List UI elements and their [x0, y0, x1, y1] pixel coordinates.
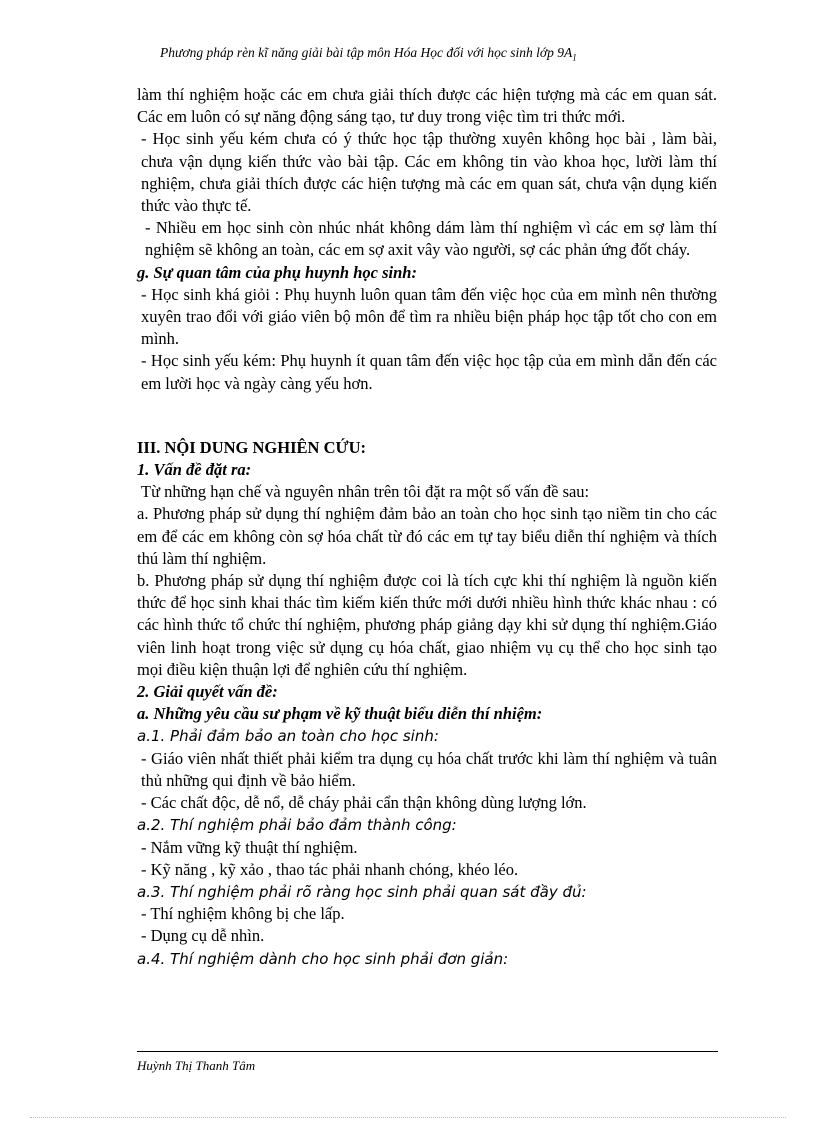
subheading-a4: a.4. Thí nghiệm dành cho học sinh phải đơn giản: — [137, 949, 509, 968]
section-heading-g: g. Sự quan tâm của phụ huynh học sinh: — [137, 262, 417, 282]
header-subscript: 1 — [572, 52, 577, 63]
section-heading-III: III. NỘI DUNG NGHIÊN CỨU: — [137, 437, 367, 457]
paragraph: làm thí nghiệm hoặc các em chưa giải thích được các hiện tượng mà các em quan sát. Các em luôn có sự năng động sáng tạo, tư duy trong việc tìm tri thức mới. — [137, 85, 717, 127]
paragraph: - Giáo viên nhất thiết phải kiểm tra dụng cụ hóa chất trước khi làm thí nghiệm và tuân thủ những qui định về bảo hiểm. — [141, 748, 717, 790]
paragraph: - Nhiều em học sinh còn nhúc nhát không dám làm thí nghiệm vì các em sợ làm thí nghiệm sẽ không an toàn, các em sợ axit vây vào người, sợ các phản ứng đốt cháy. — [145, 218, 717, 260]
section-heading-2: 2. Giải quyết vấn đề: — [137, 682, 278, 702]
paragraph: - Kỹ năng , kỹ xảo , thao tác phải nhanh chóng, khéo léo. — [141, 859, 519, 879]
footer-divider — [137, 1051, 718, 1052]
paragraph: - Nắm vững kỹ thuật thí nghiệm. — [141, 837, 358, 857]
paragraph: - Học sinh khá giỏi : Phụ huynh luôn quan tâm đến việc học của em mình nên thường xuyên trao đổi với giáo viên bộ môn để tìm ra nhiều biện pháp học tập tốt cho con em mình. — [141, 284, 717, 349]
section-heading-1: 1. Vấn đề đặt ra: — [137, 460, 252, 480]
paragraph: - Học sinh yếu kém: Phụ huynh ít quan tâm đến việc học tập của em mình dẫn đến các em lười học và ngày càng yếu hơn. — [141, 351, 717, 393]
page-edge-divider — [30, 1117, 786, 1118]
paragraph: - Thí nghiệm không bị che lấp. — [141, 904, 345, 924]
subheading-a2: a.2. Thí nghiệm phải bảo đảm thành công: — [137, 816, 457, 835]
subheading-a1: a.1. Phải đảm bảo an toàn cho học sinh: — [137, 727, 439, 746]
paragraph: - Các chất độc, dễ nổ, dễ cháy phải cẩn thận không dùng lượng lớn. — [141, 793, 587, 813]
document-body — [137, 84, 717, 970]
paragraph: b. Phương pháp sử dụng thí nghiệm được coi là tích cực khi thí nghiệm là nguồn kiến thức để học sinh khai thác tìm kiếm kiến thức mới dưới nhiều hình thức khác nhau : có các hình thức tổ chức thí nghiệm, phương pháp giảng dạy khi sử dụng thí nghiệm.Giáo viên linh hoạt trong việc sử dụng cụ hóa chất, giao nhiệm vụ cụ thể cho học sinh tạo mọi điều kiện thuận lợi để nghiên cứu thí nghiệm. — [137, 571, 717, 679]
header-title: Phương pháp rèn kĩ năng giải bài tập môn Hóa Học đối với học sinh lớp 9A — [160, 45, 573, 60]
page-header — [160, 45, 720, 63]
paragraph: - Học sinh yếu kém chưa có ý thức học tập thường xuyên không học bài , làm bài, chưa vận dụng kiến thức vào bài tập. Các em không tin vào khoa học, lười làm thí nghiệm, chưa giải thích được các hiện tượng mà các em quan sát, chưa vận dụng kiến thức vào thực tế. — [141, 129, 717, 216]
subheading-a3: a.3. Thí nghiệm phải rõ ràng học sinh phải quan sát đầy đủ: — [137, 882, 587, 901]
section-heading-a: a. Những yêu cầu sư phạm về kỹ thuật biểu diễn thí nhiệm: — [137, 704, 543, 724]
paragraph: a. Phương pháp sử dụng thí nghiệm đảm bảo an toàn cho học sinh tạo niềm tin cho các em để các em không còn sợ hóa chất từ đó các em tự tay biểu diễn thí nghiệm và thích thú làm thí nghiệm. — [137, 504, 717, 568]
paragraph: - Dụng cụ dễ nhìn. — [141, 926, 265, 946]
paragraph: Từ những hạn chế và nguyên nhân trên tôi đặt ra một số vấn đề sau: — [141, 482, 590, 502]
footer-author: Huỳnh Thị Thanh Tâm — [137, 1058, 256, 1073]
